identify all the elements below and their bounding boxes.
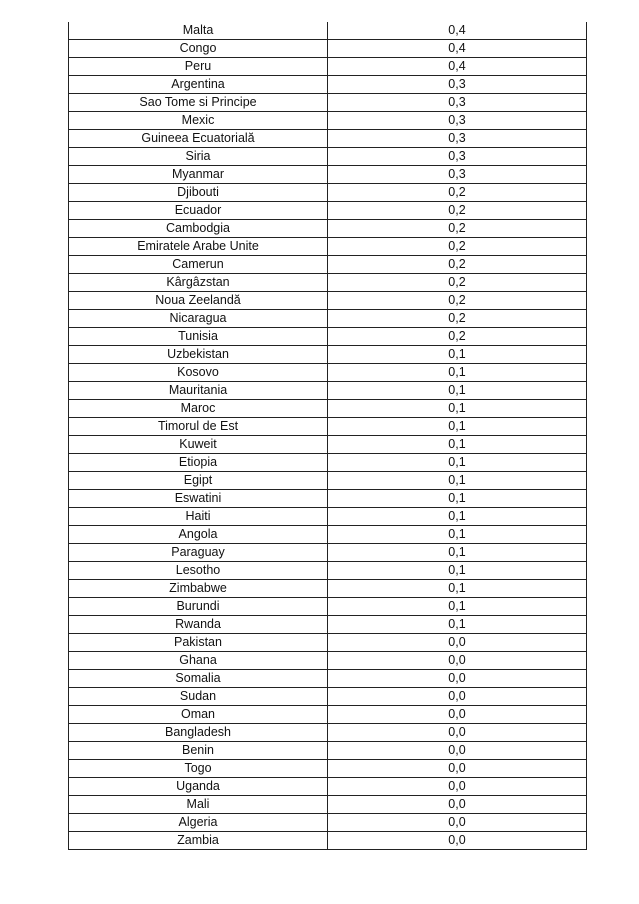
table-row — [69, 526, 587, 544]
value-cell: 0,0 — [328, 796, 587, 814]
value-cell: 0,0 — [328, 652, 587, 670]
country-cell: Oman — [69, 706, 328, 724]
table-row — [69, 634, 587, 652]
value-cell: 0,2 — [328, 310, 587, 328]
value-cell: 0,4 — [328, 58, 587, 76]
country-cell: Noua Zeelandă — [69, 292, 328, 310]
table-row — [69, 760, 587, 778]
table-row — [69, 436, 587, 454]
value-cell: 0,1 — [328, 598, 587, 616]
table-row — [69, 778, 587, 796]
table-row — [69, 364, 587, 382]
table-row — [69, 256, 587, 274]
country-cell: Kârgâzstan — [69, 274, 328, 292]
country-cell: Haiti — [69, 508, 328, 526]
value-cell: 0,3 — [328, 76, 587, 94]
table-row — [69, 580, 587, 598]
value-cell: 0,1 — [328, 436, 587, 454]
table-row — [69, 310, 587, 328]
table-row — [69, 724, 587, 742]
value-cell: 0,1 — [328, 472, 587, 490]
table-row — [69, 202, 587, 220]
table-row — [69, 58, 587, 76]
value-cell: 0,0 — [328, 760, 587, 778]
table-row — [69, 418, 587, 436]
country-cell: Argentina — [69, 76, 328, 94]
table-row — [69, 346, 587, 364]
value-cell: 0,2 — [328, 328, 587, 346]
value-cell: 0,0 — [328, 814, 587, 832]
value-cell: 0,0 — [328, 724, 587, 742]
table-row — [69, 544, 587, 562]
table-row — [69, 22, 587, 40]
table-row — [69, 148, 587, 166]
country-cell: Nicaragua — [69, 310, 328, 328]
country-cell: Paraguay — [69, 544, 328, 562]
value-cell: 0,0 — [328, 634, 587, 652]
document-page — [68, 22, 586, 850]
value-cell: 0,1 — [328, 382, 587, 400]
country-cell: Myanmar — [69, 166, 328, 184]
value-cell: 0,3 — [328, 166, 587, 184]
value-cell: 0,2 — [328, 238, 587, 256]
country-cell: Mali — [69, 796, 328, 814]
table-row — [69, 220, 587, 238]
country-cell: Camerun — [69, 256, 328, 274]
value-cell: 0,0 — [328, 706, 587, 724]
country-cell: Sudan — [69, 688, 328, 706]
country-cell: Uzbekistan — [69, 346, 328, 364]
country-cell: Benin — [69, 742, 328, 760]
value-cell: 0,0 — [328, 670, 587, 688]
value-cell: 0,1 — [328, 400, 587, 418]
country-cell: Peru — [69, 58, 328, 76]
table-row — [69, 742, 587, 760]
table-row — [69, 40, 587, 58]
table-row — [69, 238, 587, 256]
country-cell: Sao Tome si Principe — [69, 94, 328, 112]
value-cell: 0,1 — [328, 544, 587, 562]
country-cell: Burundi — [69, 598, 328, 616]
country-cell: Angola — [69, 526, 328, 544]
value-cell: 0,3 — [328, 94, 587, 112]
country-cell: Mauritania — [69, 382, 328, 400]
table-row — [69, 706, 587, 724]
country-cell: Kuweit — [69, 436, 328, 454]
country-cell: Pakistan — [69, 634, 328, 652]
value-cell: 0,0 — [328, 742, 587, 760]
value-cell: 0,3 — [328, 130, 587, 148]
table-row — [69, 292, 587, 310]
country-cell: Lesotho — [69, 562, 328, 580]
value-cell: 0,2 — [328, 220, 587, 238]
table-row — [69, 130, 587, 148]
country-cell: Zimbabwe — [69, 580, 328, 598]
country-cell: Ghana — [69, 652, 328, 670]
table-row — [69, 382, 587, 400]
value-cell: 0,3 — [328, 148, 587, 166]
value-cell: 0,0 — [328, 688, 587, 706]
country-cell: Ecuador — [69, 202, 328, 220]
country-cell: Algeria — [69, 814, 328, 832]
value-cell: 0,1 — [328, 454, 587, 472]
table-row — [69, 94, 587, 112]
value-cell: 0,1 — [328, 418, 587, 436]
table-row — [69, 184, 587, 202]
value-cell: 0,1 — [328, 616, 587, 634]
table-row — [69, 688, 587, 706]
value-cell: 0,1 — [328, 580, 587, 598]
country-cell: Etiopia — [69, 454, 328, 472]
table-row — [69, 562, 587, 580]
table-row — [69, 472, 587, 490]
country-cell: Mexic — [69, 112, 328, 130]
table-row — [69, 670, 587, 688]
value-cell: 0,1 — [328, 562, 587, 580]
country-cell: Guineea Ecuatorială — [69, 130, 328, 148]
country-value-table — [68, 22, 587, 850]
value-cell: 0,2 — [328, 202, 587, 220]
table-row — [69, 112, 587, 130]
value-cell: 0,3 — [328, 112, 587, 130]
country-cell: Maroc — [69, 400, 328, 418]
table-row — [69, 400, 587, 418]
value-cell: 0,1 — [328, 508, 587, 526]
country-cell: Zambia — [69, 832, 328, 850]
country-cell: Siria — [69, 148, 328, 166]
value-cell: 0,2 — [328, 292, 587, 310]
value-cell: 0,1 — [328, 346, 587, 364]
table-row — [69, 490, 587, 508]
country-cell: Congo — [69, 40, 328, 58]
value-cell: 0,2 — [328, 274, 587, 292]
country-cell: Uganda — [69, 778, 328, 796]
table-body — [69, 22, 587, 850]
country-cell: Emiratele Arabe Unite — [69, 238, 328, 256]
country-cell: Cambodgia — [69, 220, 328, 238]
table-row — [69, 652, 587, 670]
country-cell: Malta — [69, 22, 328, 40]
table-row — [69, 454, 587, 472]
country-cell: Tunisia — [69, 328, 328, 346]
table-row — [69, 166, 587, 184]
table-row — [69, 814, 587, 832]
value-cell: 0,2 — [328, 184, 587, 202]
value-cell: 0,1 — [328, 364, 587, 382]
table-row — [69, 796, 587, 814]
value-cell: 0,1 — [328, 526, 587, 544]
value-cell: 0,0 — [328, 832, 587, 850]
value-cell: 0,0 — [328, 778, 587, 796]
table-row — [69, 598, 587, 616]
country-cell: Somalia — [69, 670, 328, 688]
value-cell: 0,4 — [328, 22, 587, 40]
country-cell: Egipt — [69, 472, 328, 490]
country-cell: Bangladesh — [69, 724, 328, 742]
table-row — [69, 616, 587, 634]
country-cell: Togo — [69, 760, 328, 778]
country-cell: Djibouti — [69, 184, 328, 202]
table-row — [69, 832, 587, 850]
table-row — [69, 508, 587, 526]
table-row — [69, 76, 587, 94]
table-row — [69, 328, 587, 346]
value-cell: 0,2 — [328, 256, 587, 274]
value-cell: 0,4 — [328, 40, 587, 58]
country-cell: Kosovo — [69, 364, 328, 382]
table-row — [69, 274, 587, 292]
country-cell: Rwanda — [69, 616, 328, 634]
country-cell: Eswatini — [69, 490, 328, 508]
country-cell: Timorul de Est — [69, 418, 328, 436]
value-cell: 0,1 — [328, 490, 587, 508]
